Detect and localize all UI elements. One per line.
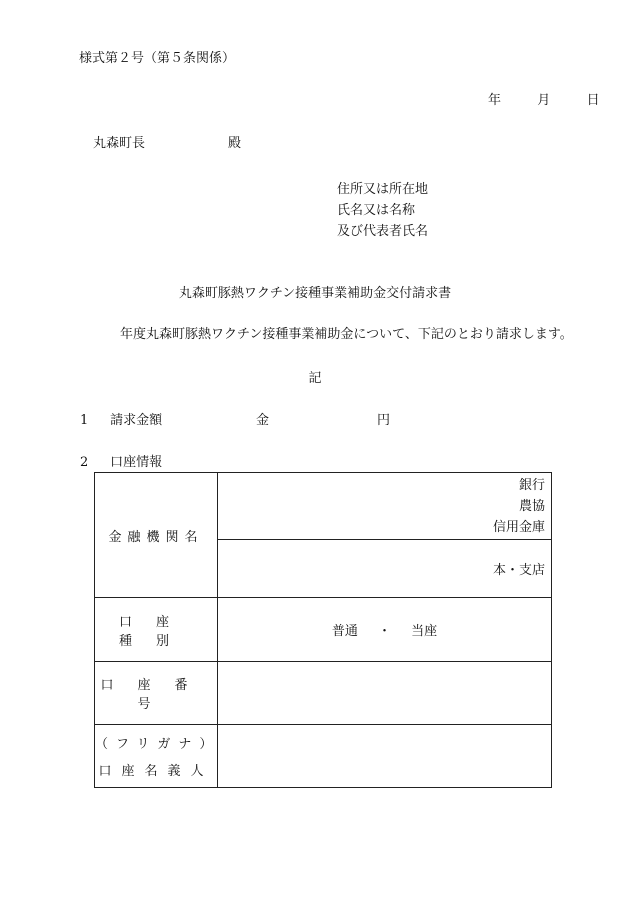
name-label: 氏名又は名称 <box>337 203 416 218</box>
account-type-separator: ・ <box>377 624 391 639</box>
date-day: 日 <box>586 93 600 108</box>
recipient-honorific: 殿 <box>228 136 242 151</box>
item1-number: 1 <box>80 413 89 428</box>
account-number-label: 口座番号 <box>100 678 212 712</box>
table-row <box>95 662 552 725</box>
table-row <box>95 473 552 540</box>
account-type-current[interactable]: 当座 <box>411 624 438 639</box>
bank-type-noukyou: 農協 <box>518 498 545 514</box>
account-type-label-text: 口座種別 <box>118 614 193 649</box>
item-claim-amount <box>80 413 391 428</box>
holder-name-cell[interactable] <box>218 725 552 788</box>
address-label: 住所又は所在地 <box>337 182 429 197</box>
body-text: 年度丸森町豚熱ワクチン接種事業補助金について、下記のとおり請求します。 <box>120 327 573 342</box>
ki-heading: 記 <box>308 371 322 386</box>
recipient-name: 丸森町長 <box>93 136 146 151</box>
branch-label: 本・支店 <box>492 563 545 578</box>
applicant-block <box>337 179 428 242</box>
holder-label-cell <box>95 725 221 788</box>
account-table <box>94 472 552 788</box>
item1-label: 請求金額 <box>110 413 163 428</box>
account-number-label-cell <box>95 662 218 725</box>
form-number: 様式第２号（第５条関係） <box>79 51 236 66</box>
bank-type-shinkin: 信用金庫 <box>492 519 545 535</box>
item2-label: 口座情報 <box>110 455 163 470</box>
account-type-ordinary[interactable]: 普通 <box>331 624 358 639</box>
bank-types-cell[interactable] <box>218 473 552 540</box>
document-title: 丸森町豚熱ワクチン接種事業補助金交付請求書 <box>178 286 452 301</box>
institution-label: 金融機関名 <box>108 529 204 545</box>
holder-label: 口座名義人 <box>98 764 214 779</box>
date-year: 年 <box>488 93 502 108</box>
recipient <box>93 136 242 151</box>
table-row <box>95 725 552 788</box>
account-type-cell[interactable] <box>218 598 552 662</box>
institution-label-cell <box>95 473 218 598</box>
representative-label: 及び代表者氏名 <box>337 224 429 239</box>
table-row <box>95 598 552 662</box>
item1-kin: 金 <box>256 413 270 428</box>
item2-number: 2 <box>80 455 89 470</box>
account-type-label <box>95 611 217 649</box>
item1-en: 円 <box>377 413 391 428</box>
date-month: 月 <box>537 93 551 108</box>
account-number-cell[interactable] <box>218 662 552 725</box>
item-account-info <box>80 456 162 469</box>
account-type-label-cell <box>95 598 218 662</box>
holder-furigana-label: （フリガナ） <box>95 737 221 752</box>
branch-cell[interactable] <box>218 540 552 598</box>
date-line <box>488 94 600 107</box>
bank-type-bank: 銀行 <box>518 477 545 493</box>
